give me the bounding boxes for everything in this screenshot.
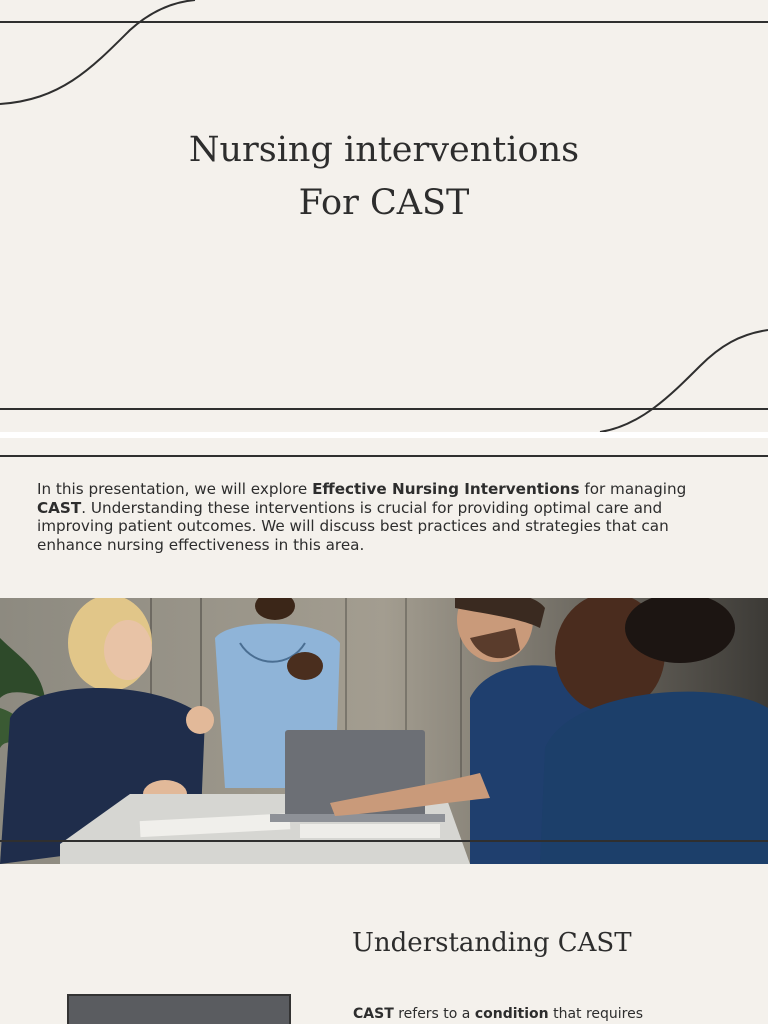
title-slide: [0, 0, 768, 432]
photo-illustration: [0, 598, 768, 864]
definition-paragraph: [353, 1006, 733, 1022]
emphasis-cast: CAST: [353, 1006, 394, 1022]
title-line-1: Nursing interventions: [188, 130, 580, 170]
understanding-slide: [0, 890, 768, 1024]
intro-text: In this presentation, we will explore: [37, 480, 313, 498]
section-title: Understanding CAST: [352, 928, 632, 958]
intro-emphasis-cast: CAST: [37, 498, 82, 517]
decorative-curve-top-left: [0, 0, 200, 110]
intro-slide: [0, 438, 768, 884]
definition-text: that requires: [548, 1006, 644, 1022]
decorative-curve-bottom-right: [590, 326, 768, 432]
nurses-meeting-photo: [0, 598, 768, 864]
emphasis-condition: condition: [474, 1006, 549, 1022]
intro-paragraph: [37, 480, 727, 554]
intro-text: for managing: [579, 480, 687, 498]
title-line-2: For CAST: [298, 183, 470, 223]
intro-text: . Understanding these interventions is crucial for providing optimal care and improving patient outcomes. We will discuss best practices and strategies that can enhance nursing effectiveness in this area.: [37, 498, 669, 554]
definition-text: refers to a: [393, 1006, 475, 1022]
intro-emphasis-interventions: Effective Nursing Interventions: [312, 480, 580, 498]
photo-rule: [0, 840, 768, 842]
top-rule: [0, 455, 768, 457]
section-photo: [67, 994, 291, 1024]
presentation-title: [0, 124, 768, 230]
